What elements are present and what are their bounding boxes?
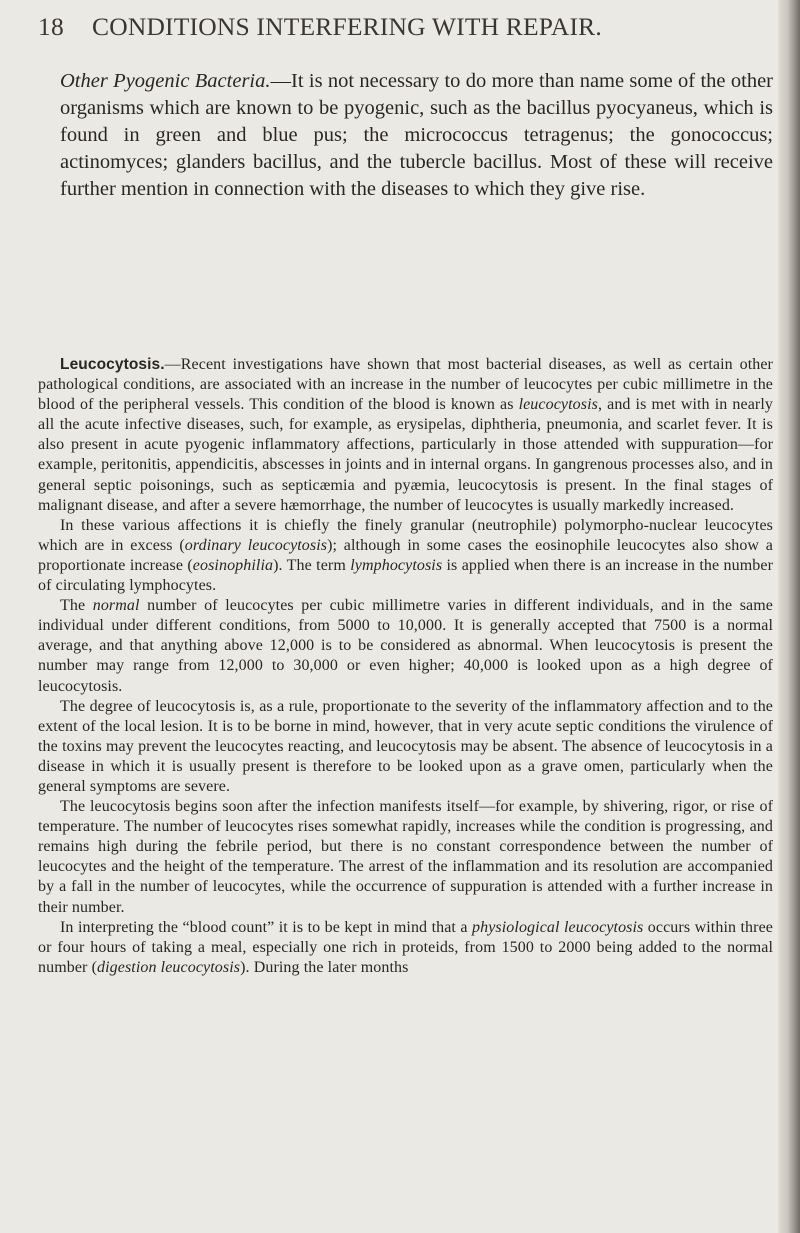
text-run: In these various affections it is chiefly the finely granular (neutrophile) polymorpho-nuclear leucocytes which are in excess ( [38,516,773,554]
leucocytosis-paragraph-1 [38,355,773,516]
text-run: ). During the later months [240,958,409,976]
term-physiological-leucocytosis: physiological leucocytosis [472,918,644,936]
leucocytosis-section [38,355,773,978]
text-run: —Recent investigations have shown that most bacterial diseases, as well as certain other pathological conditions, are associated with an increase in the number of leucocytes per cubic millimetre in the blood of the peripheral vessels. This condition of the blood is known as [38,356,773,414]
term-normal: normal [92,597,140,615]
term-digestion-leucocytosis: digestion leucocytosis [97,958,241,976]
pyogenic-heading: Other Pyogenic Bacteria. [60,70,271,92]
text-run: In interpreting the “blood count” it is to be kept in mind that a [60,918,473,936]
leucocytosis-heading: Leucocytosis. [60,356,165,373]
running-head-title: CONDITIONS INTERFERING WITH REPAIR. [92,12,602,41]
running-header [38,12,758,42]
term-ordinary-leucocytosis: ordinary leucocytosis [184,536,328,554]
pyogenic-paragraph [38,68,773,203]
pyogenic-bacteria-section [38,68,773,203]
term-eosinophilia: eosinophilia [192,556,274,574]
page-number: 18 [38,12,64,41]
text-run: , and is met with in nearly all the acute infective diseases, such, for example, as erysipelas, diphtheria, pneumonia, and scarlet fever. It is also present in acute pyogenic inflammatory affections, particularly in those attended with suppuration—for example, peritonitis, appendicitis, abscesses in joints and in internal organs. In gangrenous processes also, and in general septic poisonings, such as septicæmia and pyæmia, leucocytosis is present. In the final stages of malignant disease, and after a severe hæmorrhage, the number of leucocytes is usually markedly increased. [38,396,773,514]
leucocytosis-paragraph-3 [38,596,773,696]
leucocytosis-paragraph-6 [38,918,773,978]
leucocytosis-paragraph-4: The degree of leucocytosis is, as a rule, proportionate to the severity of the inflammatory affection and to the extent of the local lesion. It is to be borne in mind, however, that in very acute septic conditions the virulence of the toxins may prevent the leucocytes reacting, and leucocytosis may be absent. The absence of leucocytosis in a disease in which it is usually present is therefore to be looked upon as a grave omen, particularly when the general symptoms are severe. [38,697,773,795]
term-leucocytosis: leucocytosis [518,396,598,414]
page-spine-shadow [778,0,800,1233]
text-run: ); although in some cases the eosinophile leucocytes also show a proportionate increase ( [38,536,774,574]
text-run: number of leucocytes per cubic millimetre varies in different individuals, and in the same individual under different conditions, from 5000 to 10,000. It is generally accepted that 7500 is a normal average, and that anything above 12,000 is to be considered as abnormal. When leucocytosis is present the number may range from 12,000 to 30,000 or even higher; 40,000 is looked upon as a high degree of leucocytosis. [38,597,773,695]
leucocytosis-paragraph-2 [38,516,773,596]
text-run: The [60,597,93,615]
term-lymphocytosis: lymphocytosis [350,556,443,574]
leucocytosis-paragraph-5: The leucocytosis begins soon after the infection manifests itself—for example, by shivering, rigor, or rise of temperature. The number of leucocytes rises somewhat rapidly, increases while the condition is progressing, and remains high during the febrile period, but there is no constant correspondence between the number of leucocytes and the height of the temperature. The arrest of the inflammation and its resolution are accompanied by a fall in the number of leucocytes, while the occurrence of suppuration is attended with a further increase in their number. [38,798,773,916]
pyogenic-text: —It is not necessary to do more than name some of the other organisms which are known to be pyogenic, such as the bacillus pyocyaneus, which is found in green and blue pus; the micrococcus tetragenus; the gonococcus; actinomyces; glanders bacillus, and the tubercle bacillus. Most of these will receive further mention in connection with the diseases to which they give rise. [60,70,773,200]
text-run: ). The term [273,556,351,574]
text-run: occurs within three or four hours of taking a meal, especially one rich in proteids, from 1500 to 2000 being added to the normal number ( [38,918,773,976]
text-run: is applied when there is an increase in the number of circulating lymphocytes. [38,556,774,595]
